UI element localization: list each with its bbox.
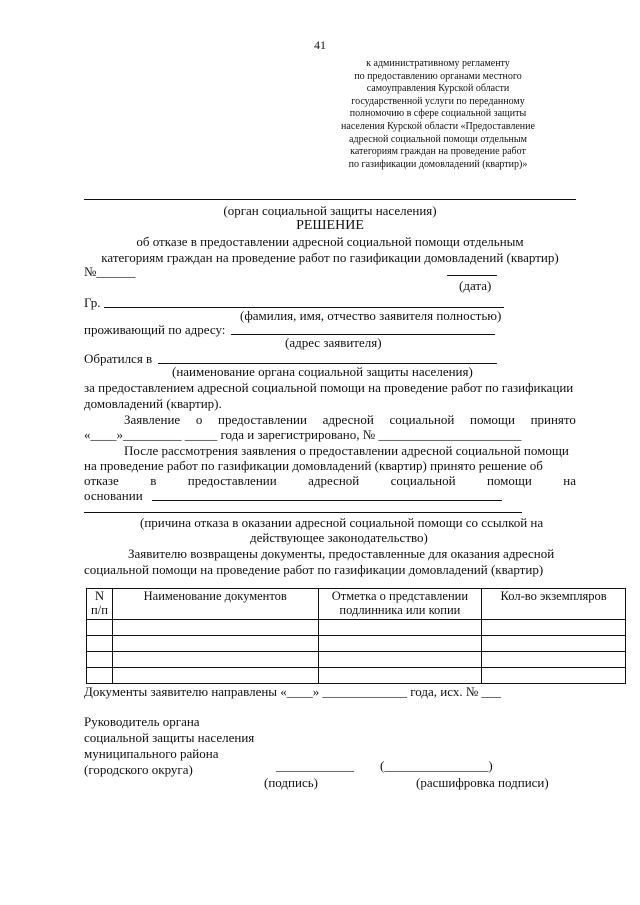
table-cell [482, 668, 626, 684]
word: предоставлении [217, 412, 307, 427]
table-header-row [87, 589, 626, 620]
appendix-line: государственной услуги по переданному [351, 95, 525, 107]
decision-title: РЕШЕНИЕ [296, 218, 364, 233]
appendix-note [308, 58, 568, 171]
signature-blank: ____________ [276, 758, 354, 773]
table-cell [87, 620, 113, 636]
table-cell [318, 668, 482, 684]
appendix-line: по газификации домовладений (квартир)» [348, 158, 528, 170]
appendix-line: категориям граждан на проведение работ [350, 146, 526, 158]
appendix-line: населения Курской области «Предоставление [341, 120, 535, 132]
documents-table [86, 588, 626, 684]
basis-line-2 [84, 512, 522, 513]
table-cell [87, 668, 113, 684]
word: социальной [390, 473, 456, 488]
word: отказе [84, 473, 119, 488]
applied-label: Обратился в [84, 351, 153, 366]
address-caption: (адрес заявителя) [285, 335, 382, 350]
application-accepted-text [124, 412, 576, 428]
citizen-label: Гр. [84, 295, 101, 310]
head-signature-block [84, 714, 254, 778]
table-row [87, 668, 626, 684]
after-review-text: После рассмотрения заявления о предоставлении адресной социальной помощи [124, 443, 569, 458]
table-cell [482, 636, 626, 652]
table-cell [87, 652, 113, 668]
word: предоставлении [187, 473, 277, 488]
table-cell [318, 620, 482, 636]
header-document-name: Наименование документов [112, 589, 318, 620]
table-row [87, 636, 626, 652]
head-title-line: (городского округа) [84, 762, 193, 777]
table-cell [318, 652, 482, 668]
page-number: 41 [314, 38, 326, 52]
appendix-line: по предоставлению органами местного [354, 70, 522, 82]
word: социальной [389, 412, 455, 427]
appendix-line: самоуправления Курской области [366, 83, 510, 95]
table-cell [112, 652, 318, 668]
signature-caption: (подпись) [264, 775, 318, 790]
word: помощи [486, 473, 532, 488]
header-number-line-1: N [94, 589, 104, 603]
word: Заявление [124, 412, 181, 427]
appendix-line: к административному регламенту [366, 58, 510, 69]
organ-name-line [84, 199, 576, 200]
word: адресной [308, 473, 360, 488]
word: принято [530, 412, 576, 427]
purpose-text: за предоставлением адресной социальной помощи на проведение работ по газификации [84, 380, 574, 395]
word: помощи [470, 412, 515, 427]
purpose-text: домовладений (квартир). [84, 396, 222, 411]
word: адресной [322, 412, 374, 427]
date-caption: (дата) [459, 278, 492, 293]
table-cell [482, 652, 626, 668]
decoding-caption: (расшифровка подписи) [416, 775, 549, 790]
documents-sent-line: Документы заявителю направлены «____» _____________ года, исх. № ___ [84, 684, 502, 699]
word: о [195, 412, 203, 427]
decoding-blank: (________________) [380, 758, 493, 773]
fio-caption: (фамилия, имя, отчество заявителя полностью) [240, 308, 502, 323]
head-title-line: Руководитель органа [84, 714, 200, 729]
table-cell [318, 636, 482, 652]
table-cell [112, 636, 318, 652]
returned-text: Заявителю возвращены документы, предоставленные для оказания адресной [128, 546, 555, 561]
table-cell [482, 620, 626, 636]
header-copies-count: Кол-во экземпляров [482, 589, 626, 620]
basis-line [152, 500, 502, 501]
reason-caption: (причина отказа в оказании адресной социальной помощи со ссылкой на [140, 515, 544, 530]
header-original-copy [318, 589, 482, 620]
word: в [150, 473, 157, 488]
header-number [87, 589, 113, 620]
table-cell [112, 668, 318, 684]
organ-caption: (орган социальной защиты населения) [223, 203, 437, 218]
date-line [447, 275, 497, 276]
header-original-copy-line-2: подлинника или копии [339, 603, 461, 617]
table-row [87, 620, 626, 636]
header-number-line-2: п/п [91, 603, 108, 617]
organ-name-caption: (наименование органа социальной защиты населения) [172, 364, 473, 379]
head-title-line: социальной защиты населения [84, 730, 255, 745]
reason-caption: действующее законодательство) [250, 530, 428, 545]
decision-subtitle: об отказе в предоставлении адресной социальной помощи отдельным [136, 234, 524, 249]
word: на [563, 473, 576, 488]
accepted-date-line: «____»_________ _____ года и зарегистрировано, № ______________________ [84, 427, 522, 442]
table-cell [112, 620, 318, 636]
refusal-text [84, 473, 576, 489]
after-review-text: на проведение работ по газификации домовладений (квартир) принято решение об [84, 458, 543, 473]
appendix-line: адресной социальной помощи отдельным [349, 133, 527, 145]
decision-subtitle: категориям граждан на проведение работ по газификации домовладений (квартир) [101, 250, 559, 265]
head-title-line: муниципального района [84, 746, 219, 761]
decision-number-field: №______ [84, 264, 136, 279]
table-cell [87, 636, 113, 652]
appendix-line: полномочию в сфере социальной защиты [349, 108, 527, 120]
basis-label: основании [84, 488, 143, 503]
residing-label: проживающий по адресу: [84, 322, 226, 337]
returned-text: социальной помощи на проведение работ по газификации домовладений (квартир) [84, 562, 544, 577]
table-row [87, 652, 626, 668]
header-original-copy-line-1: Отметка о представлении [331, 589, 469, 603]
